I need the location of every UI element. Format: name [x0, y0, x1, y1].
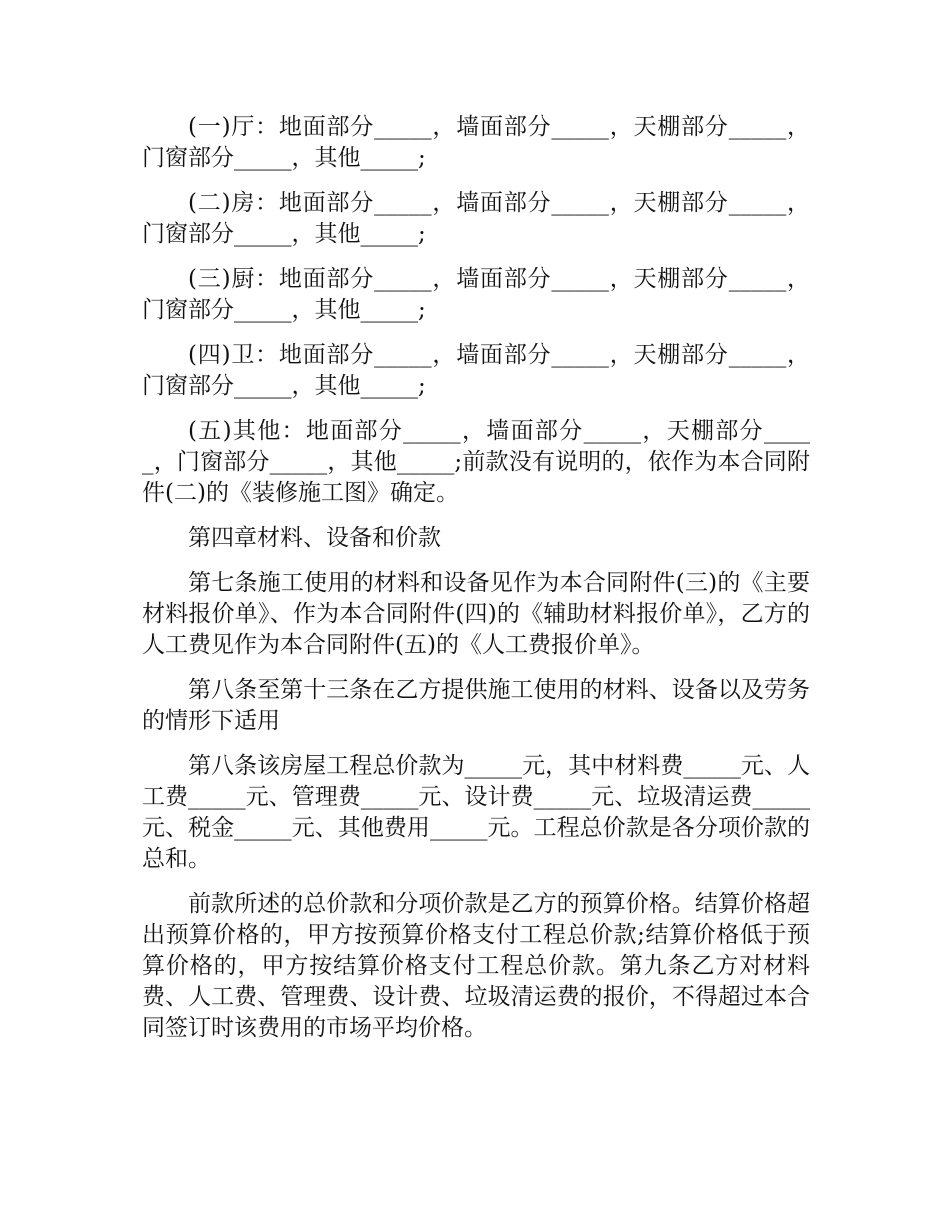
article-8: 第八条该房屋工程总价款为_____元，其中材料费_____元、人工费_____元、管理费_____元、设计费_____元、垃圾清运费_____元、税金_____元、其他费用_____元。工程总价款是各分项价款的总和。 [142, 753, 810, 872]
paragraph-other: (五)其他：地面部分_____，墙面部分_____，天棚部分_____，门窗部分_____，其他_____;前款没有说明的，依作为本合同附件(二)的《装修施工图》确定。 [142, 418, 810, 506]
chapter-heading: 第四章材料、设备和价款 [188, 525, 441, 551]
document-page [142, 112, 810, 1058]
budget-settlement-paragraph: 前款所述的总价款和分项价款是乙方的预算价格。结算价格超出预算价格的，甲方按预算价格支付工程总价款;结算价格低于预算价格的，甲方按结算价格支付工程总价款。第九条乙方对材料费、人工费、管理费、设计费、垃圾清运费的报价，不得超过本合同签订时该费用的市场平均价格。 [142, 891, 810, 1041]
article-7: 第七条施工使用的材料和设备见作为本合同附件(三)的《主要材料报价单》、作为本合同附件(四)的《辅助材料报价单》，乙方的人工费见作为本合同附件(五)的《人工费报价单》。 [142, 570, 810, 658]
paragraph-hall: (一)厅：地面部分_____，墙面部分_____，天棚部分_____，门窗部分_____，其他_____; [142, 114, 810, 171]
articles-8-13-scope: 第八条至第十三条在乙方提供施工使用的材料、设备以及劳务的情形下适用 [142, 677, 810, 734]
paragraph-bathroom: (四)卫：地面部分_____，墙面部分_____，天棚部分_____，门窗部分_____，其他_____; [142, 342, 810, 399]
paragraph-room: (二)房：地面部分_____，墙面部分_____，天棚部分_____，门窗部分_____，其他_____; [142, 190, 810, 247]
paragraph-kitchen: (三)厨：地面部分_____，墙面部分_____，天棚部分_____，门窗部分_____，其他_____; [142, 266, 810, 323]
